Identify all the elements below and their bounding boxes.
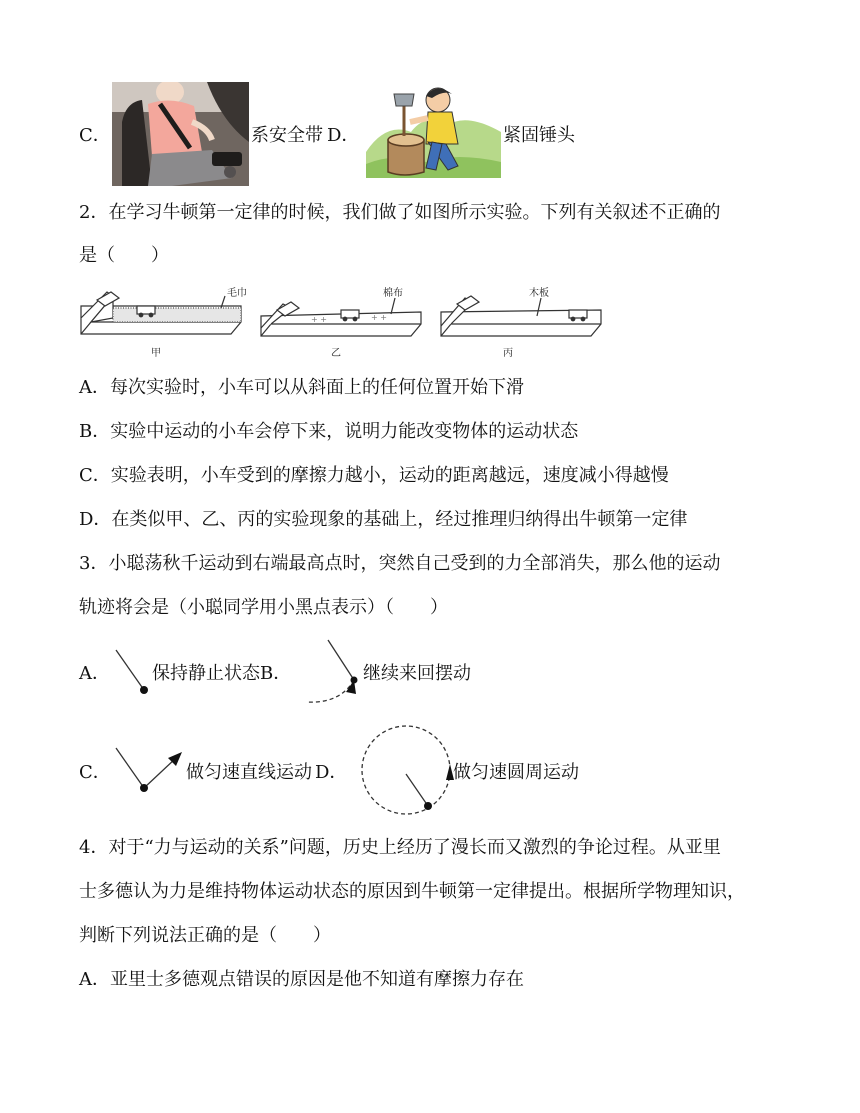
q3-option-a-text: 保持静止状态 <box>152 663 260 684</box>
q2-option-b[interactable]: B．实验中运动的小车会停下来，说明力能改变物体的运动状态 <box>79 421 579 442</box>
q3-option-d-text: 做匀速圆周运动 <box>453 762 579 783</box>
svg-text:+ +: + + <box>371 313 387 322</box>
q1-option-d-letter: D． <box>327 125 360 146</box>
q2-option-a[interactable]: A．每次实验时，小车可以从斜面上的任何位置开始下滑 <box>79 377 524 398</box>
q4-option-a[interactable]: A．亚里士多德观点错误的原因是他不知道有摩擦力存在 <box>79 969 524 990</box>
q3-option-b-letter: B． <box>260 663 292 684</box>
hammer-boy-illustration <box>366 82 501 178</box>
surface-label-wood: 木板 <box>529 288 549 299</box>
q3-option-b-text: 继续来回摆动 <box>363 663 471 684</box>
q2-option-c[interactable]: C．实验表明，小车受到的摩擦力越小，运动的距离越远，速度减小得越慢 <box>79 465 669 486</box>
q2-stem-line-1: 2．在学习牛顿第一定律的时候，我们做了如图所示实验。下列有关叙述不正确的 <box>79 202 721 223</box>
caption-jia: 甲 <box>151 348 161 359</box>
caption-bing: 丙 <box>503 348 513 359</box>
q3-option-c-letter: C． <box>79 762 111 783</box>
setup-cotton <box>261 298 421 336</box>
q2-experiment-figure <box>79 282 609 362</box>
option-b-diagram <box>300 636 366 706</box>
svg-text:+ +: + + <box>311 315 327 324</box>
q4-stem-line-1: 4．对于“力与运动的关系”问题，历史上经历了漫长而又激烈的争论过程。从亚里 <box>79 837 721 858</box>
setup-towel <box>81 292 241 334</box>
q3-stem-line-1: 3．小聪荡秋千运动到右端最高点时，突然自己受到的力全部消失，那么他的运动 <box>79 553 721 574</box>
q1-option-d-text: 紧固锤头 <box>503 125 575 146</box>
q3-option-c-text: 做匀速直线运动 <box>186 762 312 783</box>
q1-option-c-letter: C． <box>79 125 111 146</box>
option-a-diagram <box>112 646 154 696</box>
q3-stem-line-2: 轨迹将会是（小聪同学用小黑点表示）（ ） <box>79 597 448 618</box>
q4-stem-line-3: 判断下列说法正确的是（ ） <box>79 925 331 946</box>
q3-option-d-letter: D． <box>315 762 348 783</box>
surface-label-towel: 毛巾 <box>227 288 247 299</box>
seatbelt-photo <box>112 82 249 186</box>
surface-label-cotton: 棉布 <box>383 288 403 299</box>
setup-wood <box>441 296 601 336</box>
q2-stem-line-2: 是（ ） <box>79 245 169 266</box>
q4-stem-line-2: 士多德认为力是维持物体运动状态的原因到牛顿第一定律提出。根据所学物理知识， <box>79 881 745 902</box>
q1-option-c-text: 系安全带 <box>251 125 323 146</box>
q3-option-a-letter: A． <box>79 663 110 684</box>
caption-yi: 乙 <box>331 348 341 359</box>
option-d-diagram <box>358 722 454 818</box>
q2-option-d[interactable]: D．在类似甲、乙、丙的实验现象的基础上，经过推理归纳得出牛顿第一定律 <box>79 509 688 530</box>
option-c-diagram <box>112 744 186 798</box>
